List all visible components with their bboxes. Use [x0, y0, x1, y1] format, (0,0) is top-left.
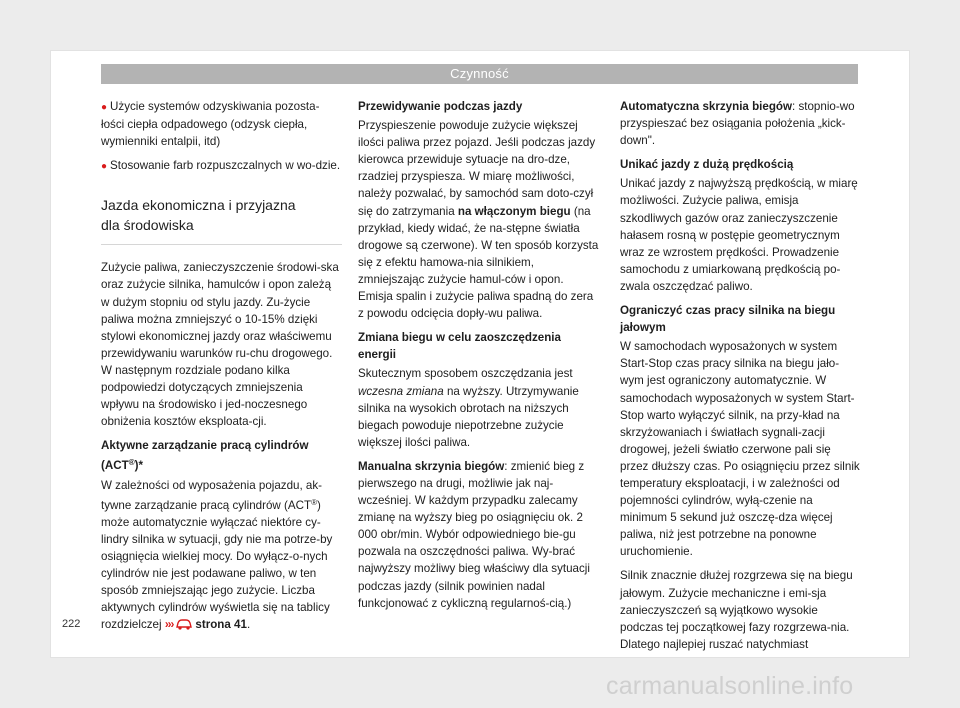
subheading: Unikać jazdy z dużą prędkością	[620, 158, 794, 172]
subheading: Ograniczyć czas pracy silnika na biegu jałowym	[620, 304, 836, 335]
bullet-text: Stosowanie farb rozpuszczalnych w wo-dzie.	[110, 159, 341, 173]
subheading: Przewidywanie podczas jazdy	[358, 100, 523, 113]
subheading-text: Aktywne zarządzanie pracą cylindrów (ACT	[101, 439, 309, 473]
paragraph-text: (na przykład, kiedy widać, że na-stępne światła drogowe są czerwone). W ten sposób korzysta się z efektu hamowa-nia silnikiem, zmniejszając zużycie hamul-ców i opon. Emisja spalin i zużycie paliwa spadną do zera z powodu odcięcia dopły-wu paliwa.	[358, 204, 599, 321]
page-header: Czynność	[101, 64, 858, 84]
subheading-text: )*	[134, 459, 143, 473]
column-2	[358, 98, 599, 619]
italic-text: wczesna zmiana	[358, 384, 444, 398]
bold-text: na włączonym biegu	[457, 204, 571, 218]
reference-arrow: ›››	[164, 618, 174, 632]
page-number: 222	[62, 618, 81, 630]
subheading	[101, 437, 342, 474]
bold-text: Manualna skrzynia biegów	[358, 459, 505, 473]
paragraph	[620, 98, 861, 149]
paragraph-text: .	[246, 618, 251, 632]
paragraph: Zużycie paliwa, zanieczyszczenie środowi-ska oraz zużycie silnika, hamulców i opon zależą w dużym stopniu od stylu jazdy. Zu-życie paliwa można zmniejszyć o 10-15% dzięki stylowi ekonomicznej jazdy oraz właściwemu przewidywaniu warunków ru-chu drogowego. W następnym rozdziale podano kilka podpowiedzi dotyczących zmniejszenia wpływu na środowisko i jed-noczesnego obniżenia kosztów eksploata-cji.	[101, 261, 339, 429]
paragraph	[358, 458, 599, 612]
paragraph-text: na wyższy. Utrzymywanie silnika na wysokich obrotach na niższych biegach powoduje niepotrzebne zużycie większej ilości paliwa.	[358, 384, 579, 449]
subheading: Zmiana biegu w celu zaoszczędzenia energii	[358, 331, 561, 362]
paragraph-text: W zależności od wyposażenia pojazdu, ak-tywne zarządzanie pracą cylindrów (ACT	[101, 478, 323, 512]
bullet-item	[101, 98, 342, 150]
section-title	[101, 195, 342, 245]
paragraph	[358, 117, 599, 322]
paragraph	[101, 477, 342, 634]
section-title-line: dla środowiska	[101, 217, 194, 234]
page-reference-link[interactable]: strona 41	[195, 618, 247, 632]
paragraph: W samochodach wyposażonych w system Start-Stop czas pracy silnika na biegu jało-wym jest ograniczony automatycznie. W samochodach wyposażonych w system Start-Stop warto wyłączyć silnik, na przy-kład na skrzyżowaniach i światłach sygnali-zacji drogowej, jeżeli światło czerwone pali się przez dłuższy czas. Po osiągnięciu przez silnik temperatury eksploatacji, i w zależności od pojemności cylindrów, wyłą-czenie na minimum 5 sekund już oszczę-dza więcej paliwa, niż jest potrzebne na ponowne uruchomienie.	[620, 340, 860, 559]
registered-mark: ®	[128, 458, 135, 468]
paragraph-text: ) może automatycznie wyłączać niektóre cy-lindry silnika w sytuacji, gdy nie ma potrze-by osiągnięcia wielkiej mocy. Do wyłącz-o-nych cylindrów nie jest podawane paliwo, w ten sposób zmniejszając jego zużycie. Liczba aktywnych cylindrów wyświetla się na tablicy rozdzielczej	[101, 498, 333, 632]
bullet-icon: ●	[101, 161, 108, 173]
paragraph-text: Skutecznym sposobem oszczędzania jest	[358, 367, 573, 381]
paragraph	[358, 365, 599, 450]
paragraph: Silnik znacznie dłużej rozgrzewa się na biegu jałowym. Zużycie mechaniczne i emi-sja zanieczyszczeń są wyjątkowo wysokie podczas tej początkowej fazy rozgrzewa-nia. Dlatego najlepiej ruszać natychmiast	[620, 569, 853, 651]
column-1	[101, 98, 342, 640]
paragraph-text: : zmienić bieg z pierwszego na drugi, możliwie jak naj-wcześniej. W każdym przypadku zalecamy zmianę na wyższy bieg po osiągnięciu ok. 2 000 obr/min. Wybór odpowiedniego bie-gu pozwala na oszczędności paliwa. Wy-brać najwyższy możliwy bieg właściwy dla sytuacji podczas jazdy (silnik powinien nadal funkcjonować z cykliczną regularnoś-cią.)	[358, 459, 590, 610]
column-3	[620, 98, 861, 660]
bullet-text: Użycie systemów odzyskiwania pozosta-łości ciepła odpadowego (odzysk ciepła, wymienniki entalpii, itd)	[101, 100, 320, 149]
bullet-icon: ●	[101, 102, 108, 113]
section-title-line: Jazda ekonomiczna i przyjazna	[101, 197, 296, 214]
paragraph-text: : stopnio-wo przyspieszać bez osiągania położenia „kick-down".	[620, 100, 855, 148]
paragraph-text: Przyspieszenie powoduje zużycie większej ilości paliwa przez pojazd. Jeśli podczas jazdy kierowca przewiduje sytuacje na dro-dze, rzadziej przyspiesza. W miarę możliwości, należy pozwalać, by samochód sam doto-czył się do zatrzymania	[358, 119, 596, 218]
watermark: carmanualsonline.info	[606, 672, 854, 700]
paragraph: Unikać jazdy z najwyższą prędkością, w miarę możliwości. Zużycie paliwa, emisja szkodliwych gazów oraz zanieczyszczenie hałasem rosną w postępie geometrycznym wraz ze wzrostem prędkości. Prowadzenie samochodu z umiarkowaną prędkością po-zwala oszczędzać paliwo.	[620, 177, 858, 293]
car-reference-icon	[175, 618, 193, 631]
bold-text: Automatyczna skrzynia biegów	[620, 100, 793, 113]
bullet-item	[101, 157, 342, 175]
registered-mark: ®	[311, 497, 317, 507]
